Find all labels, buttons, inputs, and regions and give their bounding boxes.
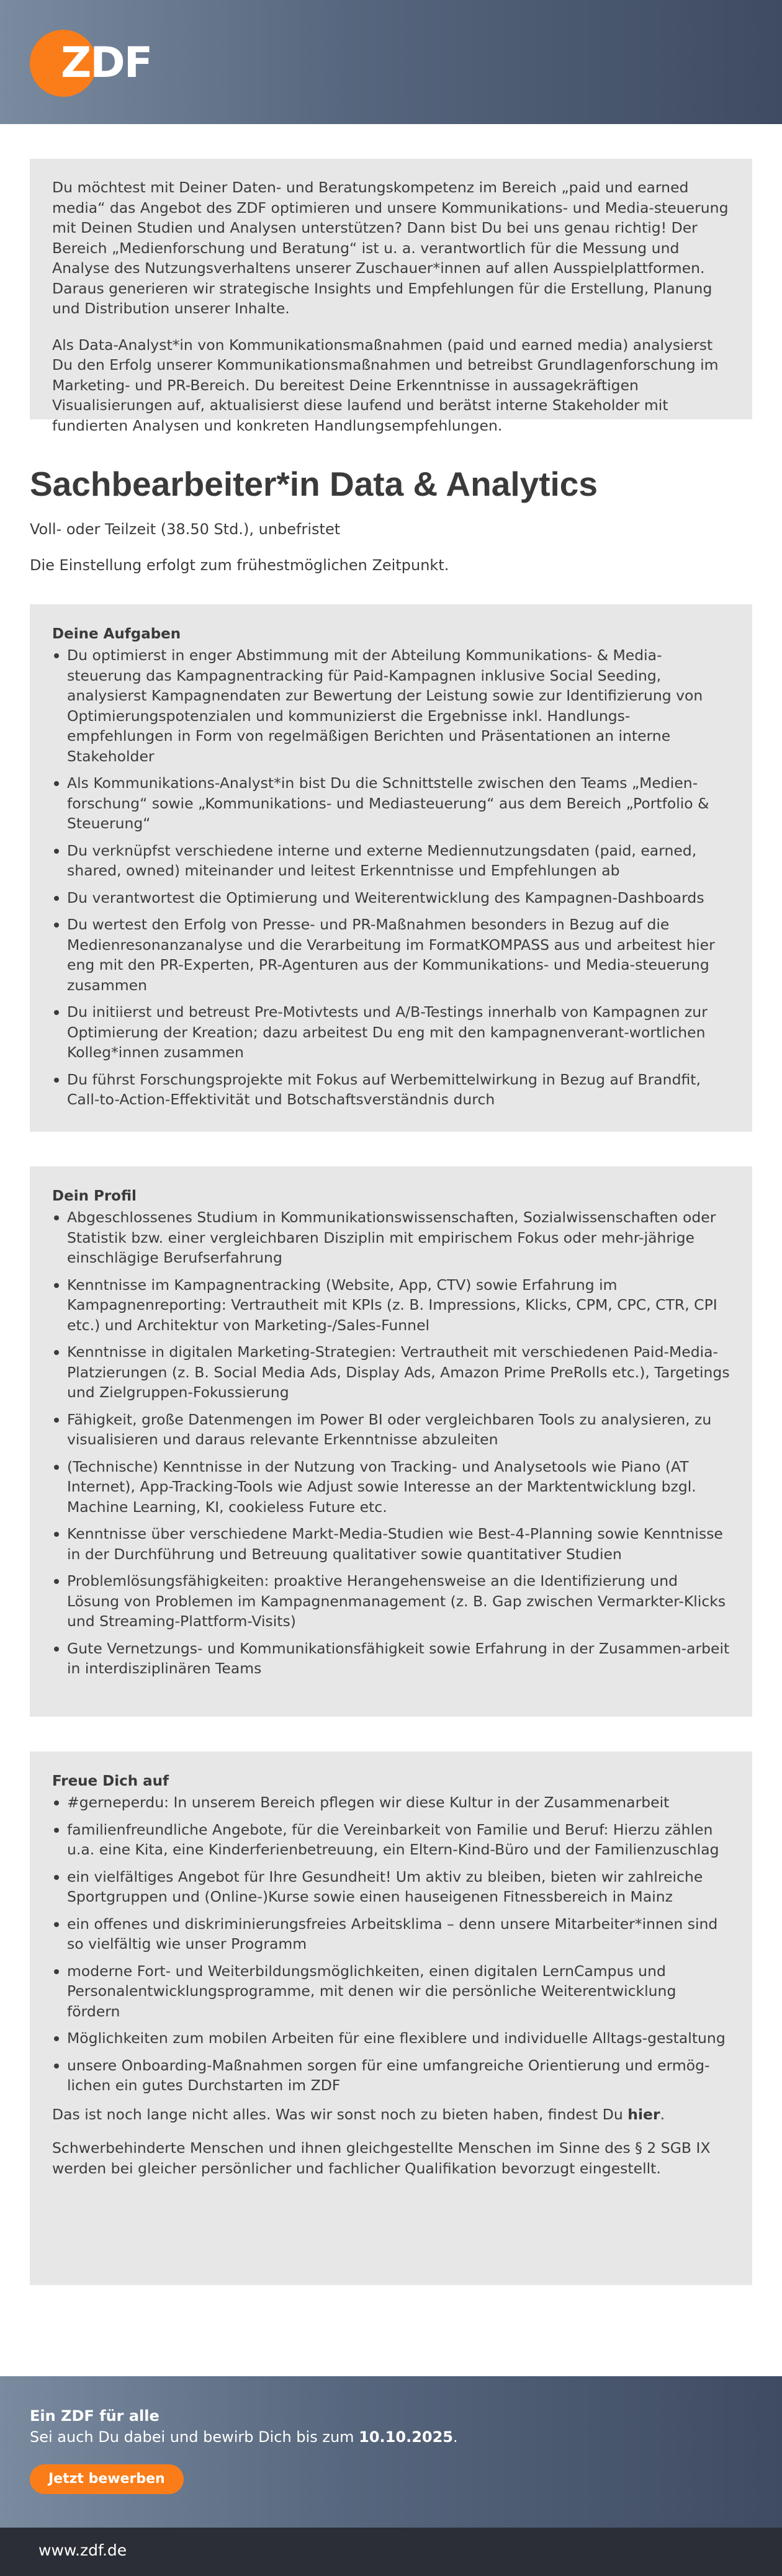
intro-paragraph-2: Als Data-Analyst*in von Kommunikationsmaßnahmen (paid und earned media) analysierst Du den Erfolg unserer Kommunikationsmaßnahmen und betreibst Grundlagenforschung im Marketing- und PR-Bereich. Du bereitest Deine Erkenntnisse in aussagekräftigen Visualisierungen auf, aktualisierst diese laufend und berätst interne Stakeholder mit fundierten Analysen und konkreten Handlungsempfehlungen. [52,336,719,434]
bottom-bar [0,2528,782,2576]
list-item: Du verknüpfst verschiedene interne und externe Mediennutzungsdaten (paid, earned, shared, owned) miteinander und leitest Erkenntnisse und Empfehlungen ab [52,841,730,881]
list-item: familienfreundliche Angebote, für die Vereinbarkeit von Familie und Beruf: Hierzu zählen u.a. eine Kita, eine Kinderferienbetreuung, ein Eltern-Kind-Büro und der Familienzuschlag [52,1820,730,1860]
list-item: Fähigkeit, große Datenmengen im Power BI oder vergleichbaren Tools zu analysieren, zu visualisieren und daraus relevante Erkenntnisse abzuleiten [52,1410,730,1450]
more-benefits-link[interactable]: hier [627,2105,660,2123]
tasks-list [52,645,730,1110]
apply-footer [0,2376,782,2528]
site-url-link[interactable]: www.zdf.de [38,2541,127,2559]
profile-list [52,1207,730,1679]
list-item: Kenntnisse über verschiedene Markt-Media-Studien wie Best-4-Planning sowie Kenntnisse in der Durchführung und Betreuung qualitativer sowie quantitativer Studien [52,1524,730,1564]
list-item: #gerneperdu: In unserem Bereich pflegen wir diese Kultur in der Zusammenarbeit [52,1792,730,1813]
cta-prefix: Sei auch Du dabei und bewirb Dich bis zum [30,2428,359,2446]
benefits-title: Freue Dich auf [52,1773,169,1789]
profile-title: Dein Profil [52,1188,137,1204]
footer-tagline: Ein ZDF für alle [30,2407,160,2425]
tasks-title: Deine Aufgaben [52,626,181,642]
list-item: Als Kommunikations-Analyst*in bist Du die Schnittstelle zwischen den Teams „Medien-forschung“ sowie „Kommunikations- und Mediasteuerung“ aus dem Bereich „Portfolio & Steuerung“ [52,773,730,834]
intro-box [30,159,752,434]
more-benefits-text [52,2104,730,2125]
list-item: Kenntnisse im Kampagnentracking (Website, App, CTV) sowie Erfahrung im Kampagnenreporting: Vertrautheit mit KPIs (z. B. Impressions, Klicks, CPM, CPC, CTR, CPI etc.) und Architektur von Marketing-/Sales-Funnel [52,1275,730,1336]
cta-suffix: . [452,2428,458,2446]
list-item: unsere Onboarding-Maßnahmen sorgen für eine umfangreiche Orientierung und ermög-lichen ein gutes Durchstarten im ZDF [52,2055,730,2096]
benefits-after [52,2104,730,2179]
benefits-list [52,1792,730,2096]
job-title-block [30,462,752,604]
start-date-note: Die Einstellung erfolgt zum frühestmöglichen Zeitpunkt. [30,557,449,574]
list-item: Problemlösungsfähigkeiten: proaktive Herangehensweise an die Identifizierung und Lösung von Problemen im Kampagnenmanagement (z. B. Gap zwischen Vermarkter-Klicks und Streaming-Plattform-Visits) [52,1571,730,1632]
apply-now-button[interactable]: Jetzt bewerben [30,2464,184,2494]
list-item: Kenntnisse in digitalen Marketing-Strategien: Vertrautheit mit verschiedenen Paid-Media-Platzierungen (z. B. Social Media Ads, Display Ads, Amazon Prime PreRolls etc.), Targetings und Zielgruppen-Fokussierung [52,1342,730,1403]
logo-text: ZDF [61,38,152,87]
list-item: ein offenes und diskriminierungsfreies Arbeitsklima – denn unsere Mitarbeiter*innen sind so vielfältig wie unser Programm [52,1914,730,1954]
list-item: Du verantwortest die Optimierung und Weiterentwicklung des Kampagnen-Dashboards [52,888,730,908]
list-item: Abgeschlossenes Studium in Kommunikationswissenschaften, Sozialwissenschaften oder Statistik bzw. einer vergleichbaren Disziplin mit empirischem Fokus oder mehr-jährige einschlägige Berufserfahrung [52,1207,730,1268]
job-title: Sachbearbeiter*in Data & Analytics [30,465,598,503]
list-item: Du wertest den Erfolg von Presse- und PR-Maßnahmen besonders in Bezug auf die Medienresonanzanalyse und die Verarbeitung im FormatKOMPASS aus und arbeitest hier eng mit den PR-Experten, PR-Agenturen aus der Kommunikations- und Media-steuerung zusammen [52,915,730,995]
zdf-logo[interactable] [30,30,160,99]
more-prefix: Das ist noch lange nicht alles. Was wir sonst noch zu bieten haben, findest Du [52,2105,628,2123]
intro-paragraph-1: Du möchtest mit Deiner Daten- und Beratungskompetenz im Bereich „paid und earned media“ das Angebot des ZDF optimieren und unsere Kommunikations- und Media-steuerung mit Deinen Studien und Analysen unterstützen? Dann bist Du bei uns genau richtig! Der Bereich „Medienforschung und Beratung“ ist u. a. verantwortlich für die Messung und Analyse des Nutzungsverhaltens unserer Zuschauer*innen auf allen Ausspielplattformen. Daraus generieren wir strategische Insights und Empfehlungen für die Erstellung, Planung und Distribution unserer Inhalte. [52,179,729,317]
benefits-section [30,1751,752,2285]
list-item: ein vielfältiges Angebot für Ihre Gesundheit! Um aktiv zu bleiben, bieten wir zahlreiche Sportgruppen und (Online-)Kurse sowie einen hauseigenen Fitnessbereich in Mainz [52,1867,730,1907]
more-suffix: . [660,2105,665,2123]
tasks-section [30,604,752,1132]
list-item: Du initiierst und betreust Pre-Motivtests und A/B-Testings innerhalb von Kampagnen zur Optimierung der Kreation; dazu arbeitest Du eng mit den kampagnenverant-wortlichen Kolleg*innen zusammen [52,1002,730,1063]
employment-type: Voll- oder Teilzeit (38.50 Std.), unbefristet [30,521,341,538]
list-item: Du führst Forschungsprojekte mit Fokus auf Werbemittelwirkung in Bezug auf Brandfit, Call-to-Action-Effektivität und Botschaftsverständnis durch [52,1070,730,1110]
footer-cta-text [30,2428,458,2446]
disability-note: Schwerbehinderte Menschen und ihnen gleichgestellte Menschen im Sinne des § 2 SGB IX werden bei gleicher persönlicher und fachlicher Qualifikation bevorzugt eingestellt. [52,2139,711,2177]
application-deadline: 10.10.2025 [359,2428,453,2446]
list-item: Möglichkeiten zum mobilen Arbeiten für eine flexiblere und individuelle Alltags-gestaltung [52,2028,730,2049]
list-item: (Technische) Kenntnisse in der Nutzung von Tracking- und Analysetools wie Piano (AT Internet), App-Tracking-Tools wie Adjust sowie Interesse an der Marktentwicklung bzgl. Machine Learning, KI, cookieless Future etc. [52,1457,730,1518]
list-item: Du optimierst in enger Abstimmung mit der Abteilung Kommunikations- & Media-steuerung das Kampagnentracking für Paid-Kampagnen inklusive Social Seeding, analysierst Kampagnendaten zur Bewertung der Leistung sowie zur Identifizierung von Optimierungspotenzialen und kommunizierst die Ergebnisse inkl. Handlungs-empfehlungen in Form von regelmäßigen Berichten und Präsentationen an interne Stakeholder [52,645,730,766]
page-header [0,0,782,124]
profile-section [30,1166,752,1717]
list-item: moderne Fort- und Weiterbildungsmöglichkeiten, einen digitalen LernCampus und Personalentwicklungsprogramme, mit denen wir die persönliche Weiterentwicklung fördern [52,1961,730,2022]
list-item: Gute Vernetzungs- und Kommunikationsfähigkeit sowie Erfahrung in der Zusammen-arbeit in interdisziplinären Teams [52,1639,730,1679]
